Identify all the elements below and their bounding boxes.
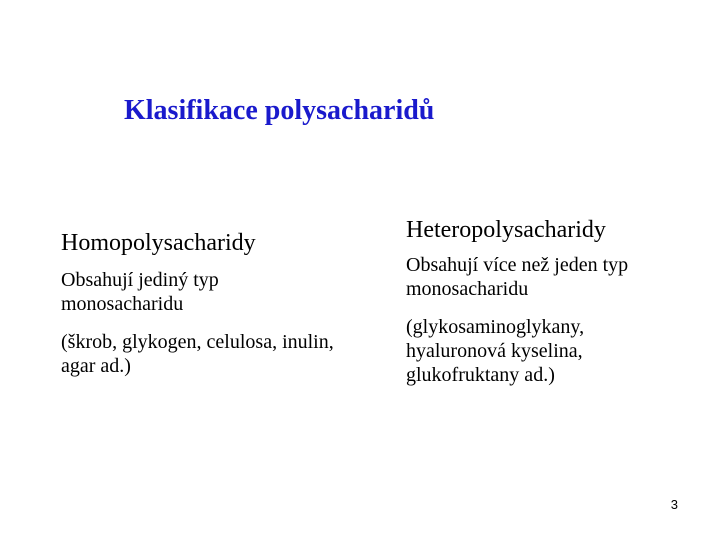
column-examples: (glykosaminoglykany, hyaluronová kyselina, glukofruktany ad.) bbox=[406, 316, 585, 386]
column-homopolysaccharides bbox=[61, 222, 361, 392]
column-examples: (škrob, glykogen, celulosa, inulin, agar ad.) bbox=[61, 331, 334, 377]
column-heading: Heteropolysacharidy bbox=[406, 217, 606, 243]
column-heteropolysaccharides bbox=[406, 215, 706, 401]
slide-title: Klasifikace polysacharidů bbox=[124, 95, 435, 126]
column-description: Obsahují více než jeden typ monosacharidu bbox=[406, 254, 629, 300]
column-description: Obsahují jediný typ monosacharidu bbox=[61, 269, 219, 315]
page-number: 3 bbox=[670, 497, 678, 512]
column-heading: Homopolysacharidy bbox=[61, 230, 256, 256]
